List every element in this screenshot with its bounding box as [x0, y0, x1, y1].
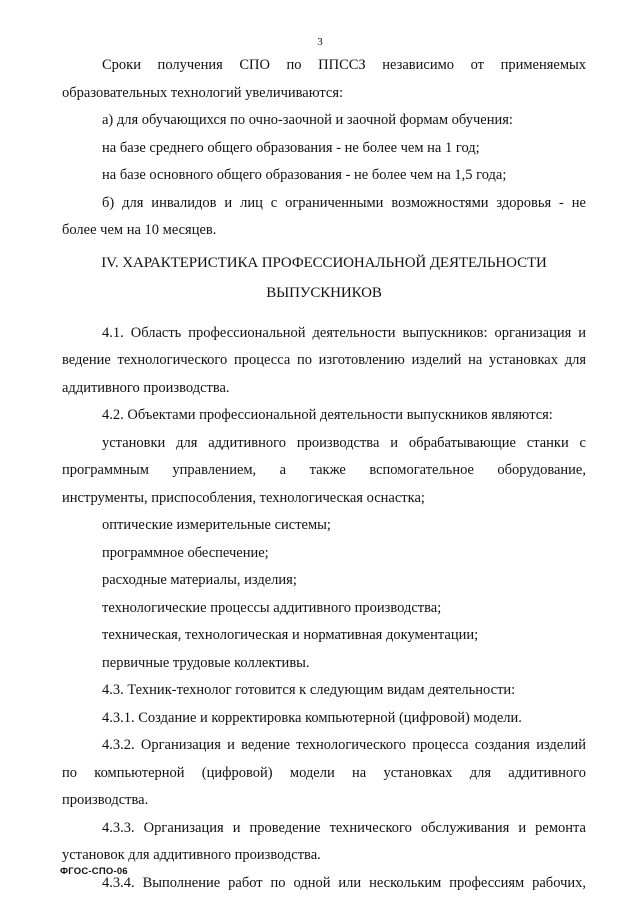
paragraph-line: 4.3. Техник-технолог готовится к следующим видам деятельности:: [102, 682, 516, 698]
list-item: программное обеспечение;: [102, 544, 269, 561]
document-footer-code: ФГОС-СПО-06: [60, 866, 128, 877]
paragraph-line: на базе основного общего образования - не более чем на 1,5 года;: [102, 167, 507, 183]
section-heading-line: IV. ХАРАКТЕРИСТИКА ПРОФЕССИОНАЛЬНОЙ ДЕЯТЕЛЬНОСТИ: [101, 254, 547, 271]
paragraph-line: 4.3.1. Создание и корректировка компьютерной (цифровой) модели.: [102, 709, 522, 726]
paragraph-line: более чем на 10 месяцев.: [62, 222, 217, 238]
paragraph-line: Сроки получения СПО по ППССЗ независимо от применяемых: [102, 57, 586, 73]
paragraph-line: 4.1. Область профессиональной деятельности выпускников: организация и: [102, 324, 586, 341]
paragraph-line: по компьютерной (цифровой) модели на установках для аддитивного: [62, 764, 586, 781]
paragraph-line: программным управлением, а также вспомогательное оборудование,: [62, 462, 586, 478]
section-heading-line: ВЫПУСКНИКОВ: [266, 284, 382, 301]
paragraph-line: 4.3.3. Организация и проведение технического обслуживания и ремонта: [102, 819, 586, 836]
paragraph-line: на базе среднего общего образования - не более чем на 1 год;: [102, 139, 480, 156]
list-item: расходные материалы, изделия;: [102, 572, 297, 588]
document-body: [62, 52, 586, 897]
paragraph-line: 4.3.4. Выполнение работ по одной или нескольким профессиям рабочих,: [102, 874, 586, 891]
list-item: технологические процессы аддитивного производства;: [102, 599, 442, 616]
paragraph-line: образовательных технологий увеличиваются:: [62, 84, 344, 101]
section-heading: [62, 248, 586, 308]
paragraph-line: а) для обучающихся по очно-заочной и заочной формам обучения:: [102, 112, 513, 128]
paragraph-line: инструменты, приспособления, технологическая оснастка;: [62, 489, 425, 506]
page-number: 3: [317, 36, 323, 48]
paragraph-line: б) для инвалидов и лиц с ограниченными возможностями здоровья - не: [102, 194, 586, 211]
paragraph-line: 4.2. Объектами профессиональной деятельности выпускников являются:: [102, 407, 553, 423]
paragraph-line: установок для аддитивного производства.: [62, 847, 321, 863]
paragraph-line: ведение технологического процесса по изготовлению изделий на установках для: [62, 352, 586, 368]
paragraph-line: установки для аддитивного производства и обрабатывающие станки с: [102, 434, 586, 451]
list-item: техническая, технологическая и нормативная документации;: [102, 627, 479, 643]
list-item: первичные трудовые коллективы.: [102, 654, 310, 671]
paragraph-line: аддитивного производства.: [62, 379, 230, 396]
paragraph-line: 4.3.2. Организация и ведение технологического процесса создания изделий: [102, 737, 586, 753]
paragraph-line: производства.: [62, 792, 149, 808]
list-item: оптические измерительные системы;: [102, 517, 331, 533]
